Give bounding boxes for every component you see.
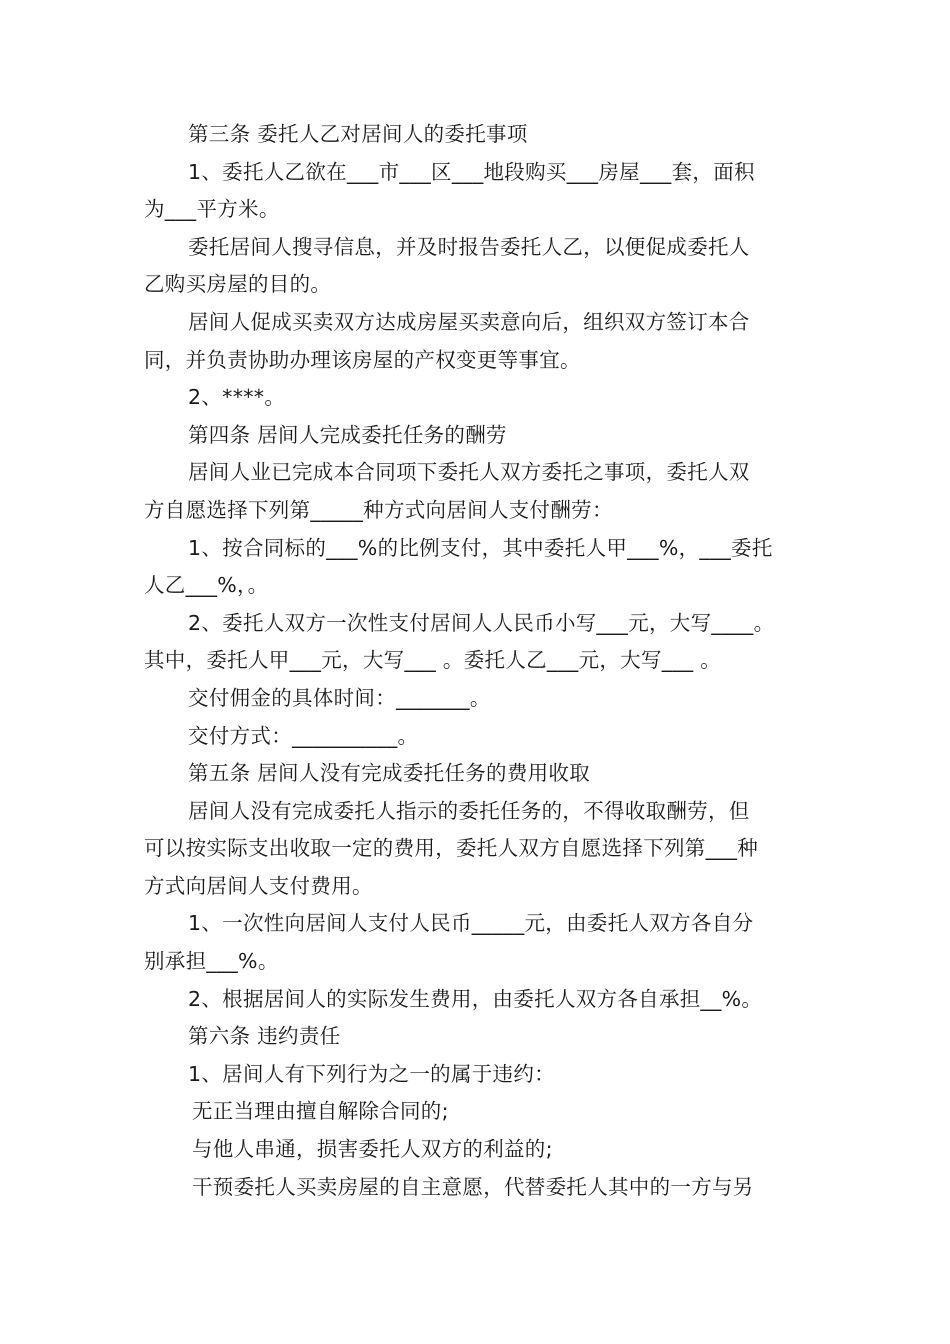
- paragraph-line: 1、居间人有下列行为之一的属于违约：: [188, 1061, 555, 1086]
- paragraph-line: 无正当理由擅自解除合同的;: [192, 1099, 449, 1124]
- section-3-heading: 第三条 委托人乙对居间人的委托事项: [188, 122, 528, 146]
- paragraph-line: 为___平方米。: [144, 197, 280, 222]
- paragraph-line: 乙购买房屋的目的。: [144, 272, 332, 297]
- paragraph-line: 与他人串通，损害委托人双方的利益的;: [192, 1137, 553, 1162]
- paragraph-line: 交付佣金的具体时间：_______。: [188, 685, 491, 710]
- paragraph-line: 1、按合同标的___%的比例支付，其中委托人甲___%，___委托: [188, 535, 773, 560]
- paragraph-line: 2、委托人双方一次性支付居间人人民币小写___元，大写____。: [188, 610, 775, 635]
- paragraph-line: 居间人业已完成本合同项下委托人双方委托之事项，委托人双: [188, 460, 750, 485]
- document-body: [144, 116, 812, 1206]
- paragraph-line: 其中，委托人甲___元，大写___ 。委托人乙___元，大写___ 。: [144, 648, 722, 673]
- paragraph-line: 1、委托人乙欲在___市___区___地段购买___房屋___套，面积: [188, 159, 755, 184]
- paragraph-line: 1、一次性向居间人支付人民币_____元，由委托人双方各自分: [188, 911, 754, 936]
- paragraph-line: 2、根据居间人的实际发生费用，由委托人双方各自承担__%。: [188, 986, 763, 1011]
- paragraph-line: 方式向居间人支付费用。: [144, 873, 373, 898]
- paragraph-line: 居间人没有完成委托人指示的委托任务的，不得收取酬劳，但: [188, 798, 750, 823]
- paragraph-line: 委托居间人搜寻信息，并及时报告委托人乙，以便促成委托人: [188, 234, 750, 259]
- paragraph-line: 别承担___%。: [144, 949, 279, 974]
- paragraph-line: 可以按实际支出收取一定的费用，委托人双方自愿选择下列第___种: [144, 836, 759, 861]
- paragraph-line: 交付方式：__________。: [188, 723, 419, 748]
- paragraph-line: 2、****。: [188, 385, 286, 410]
- paragraph-line: 干预委托人买卖房屋的自主意愿，代替委托人其中的一方与另: [192, 1174, 754, 1199]
- section-4-heading: 第四条 居间人完成委托任务的酬劳: [188, 422, 507, 447]
- section-5-heading: 第五条 居间人没有完成委托任务的费用收取: [188, 761, 591, 786]
- paragraph-line: 居间人促成买卖双方达成房屋买卖意向后，组织双方签订本合: [188, 309, 750, 334]
- paragraph-line: 方自愿选择下列第_____种方式向居间人支付酬劳：: [144, 497, 613, 522]
- paragraph-line: 同，并负责协助办理该房屋的产权变更等事宜。: [144, 347, 581, 372]
- section-6-heading: 第六条 违约责任: [188, 1024, 341, 1049]
- paragraph-line: 人乙___%，。: [144, 573, 269, 598]
